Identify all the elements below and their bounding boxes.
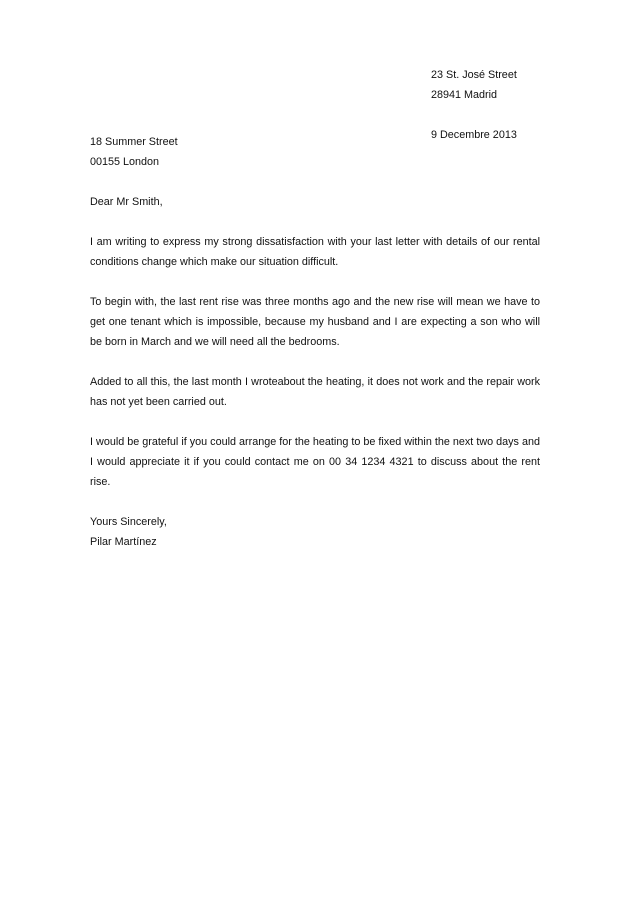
signature-name: Pilar Martínez <box>90 536 157 548</box>
paragraph-dissatisfaction: I am writing to express my strong dissatisfaction with your last letter with details of our rental conditions change which make our situation difficult. <box>90 236 540 268</box>
salutation: Dear Mr Smith, <box>90 196 163 208</box>
closing: Yours Sincerely, <box>90 516 167 528</box>
letter-body <box>90 132 540 552</box>
recipient-city: 00155 London <box>90 156 160 168</box>
sender-city: 28941 Madrid <box>431 89 498 101</box>
sender-street: 23 St. José Street <box>431 69 517 81</box>
letter-date: 9 Decembre 2013 <box>431 129 517 141</box>
paragraph-request: I would be grateful if you could arrange for the heating to be fixed within the next two days and I would appreciate it if you could contact me on 00 34 1234 4321 to discuss about the rent rise. <box>90 436 540 488</box>
recipient-address-block <box>90 132 540 172</box>
recipient-street: 18 Summer Street <box>90 136 178 148</box>
paragraph-rent-rise: To begin with, the last rent rise was three months ago and the new rise will mean we have to get one tenant which is impossible, because my husband and I are expecting a son who will be born in March and we will need all the bedrooms. <box>90 296 540 348</box>
paragraph-heating: Added to all this, the last month I wroteabout the heating, it does not work and the repair work has not yet been carried out. <box>90 376 540 408</box>
